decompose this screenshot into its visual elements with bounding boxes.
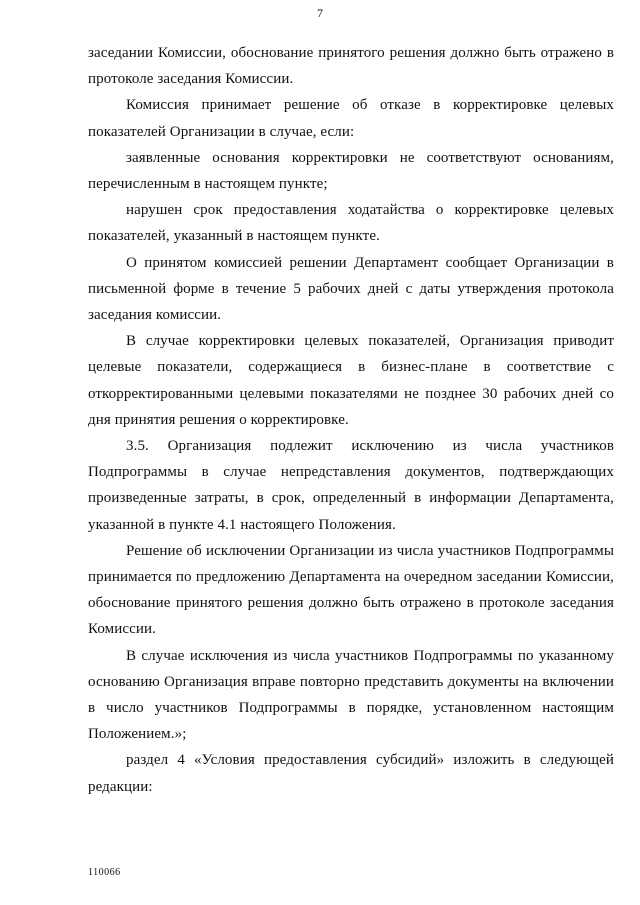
paragraph-exclusion-decision: Решение об исключении Организации из числа участников Подпрограммы принимается по предложению Департамента на очередном заседании Комиссии, обоснование принятого решения должно быть отражено в протоколе заседания Комиссии. bbox=[88, 542, 614, 638]
paragraph-section-4-intro: раздел 4 «Условия предоставления субсидий» изложить в следующей редакции: bbox=[88, 752, 614, 795]
paragraph-decision-notice: О принятом комиссией решении Департамент сообщает Организации в письменной форме в течение 5 рабочих дней с даты утверждения протокола заседания комиссии. bbox=[88, 254, 614, 324]
paragraph-deadline-violation: нарушен срок предоставления ходатайства о корректировке целевых показателей, указанный в настоящем пункте. bbox=[88, 202, 614, 245]
page-number: 7 bbox=[317, 6, 323, 20]
paragraph-reapplication: В случае исключения из числа участников Подпрограммы по указанному основанию Организация вправе повторно представить документы на включении в число участников Подпрограммы в порядке, установленном настоящим Положением.»; bbox=[88, 647, 614, 743]
paragraph-clause-3-5: 3.5. Организация подлежит исключению из числа участников Подпрограммы в случае непредставления документов, подтверждающих произведенные затраты, в срок, определенный в информации Департамента, указанной в пункте 4.1 настоящего Положения. bbox=[88, 438, 614, 533]
paragraph-indicator-adjustment: В случае корректировки целевых показателей, Организация приводит целевые показатели, содержащиеся в бизнес-плане в соответствие с откорректированными целевыми показателями не позднее 30 рабочих дней со дня принятия решения о корректировке. bbox=[88, 333, 614, 428]
footer-document-code: 110066 bbox=[88, 867, 121, 878]
paragraph-continuation: заседании Комиссии, обоснование принятого решения должно быть отражено в протоколе заседания Комиссии. bbox=[88, 45, 614, 88]
paragraph-commission-refusal: Комиссия принимает решение об отказе в корректировке целевых показателей Организации в случае, если: bbox=[88, 97, 614, 140]
document-body bbox=[88, 40, 614, 800]
paragraph-grounds-mismatch: заявленные основания корректировки не соответствуют основаниям, перечисленным в настоящем пункте; bbox=[88, 149, 614, 193]
